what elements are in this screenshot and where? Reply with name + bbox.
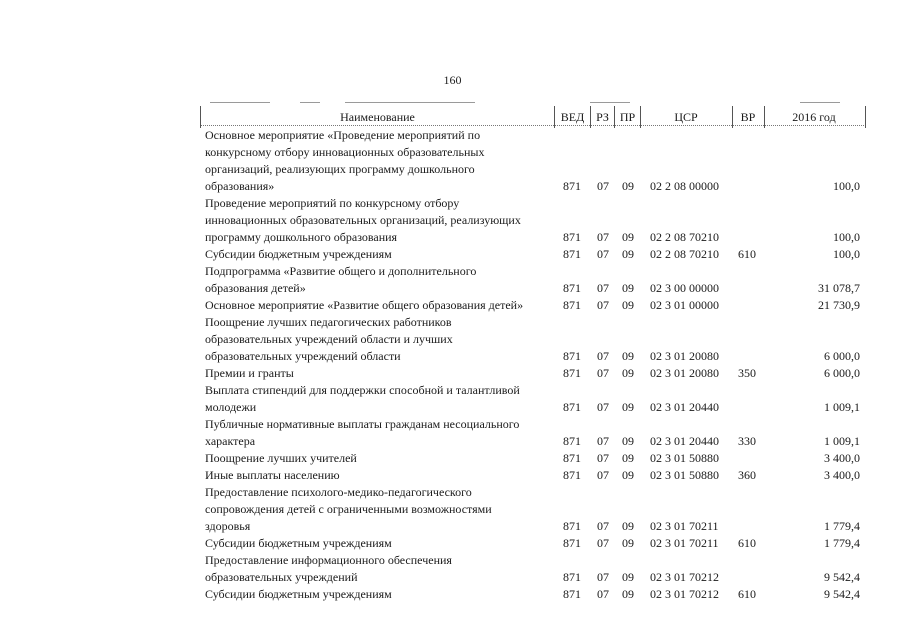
row-vr: 610	[738, 587, 756, 601]
row-csr: 02 3 01 70211	[650, 536, 719, 550]
row-ved: 871	[563, 587, 581, 601]
table-header	[200, 106, 866, 128]
row-rz: 07	[597, 519, 609, 533]
row-ved: 871	[563, 400, 581, 414]
row-rz: 07	[597, 366, 609, 380]
row-csr: 02 3 00 00000	[650, 281, 719, 295]
row-sum: 9 542,4	[824, 570, 860, 584]
row-name-line: Подпрограмма «Развитие общего и дополнительного	[205, 264, 477, 278]
row-name-line: Основное мероприятие «Развитие общего образования детей»	[205, 298, 524, 312]
row-vr: 610	[738, 536, 756, 550]
row-name-line: конкурсному отбору инновационных образовательных	[205, 145, 485, 159]
row-sum: 1 009,1	[824, 434, 860, 448]
row-rz: 07	[597, 230, 609, 244]
row-ved: 871	[563, 570, 581, 584]
row-csr: 02 2 08 70210	[650, 247, 719, 261]
row-rz: 07	[597, 468, 609, 482]
header-ved: ВЕД	[560, 110, 585, 124]
table-row	[0, 127, 905, 195]
row-pr: 09	[622, 366, 634, 380]
row-pr: 09	[622, 230, 634, 244]
header-year: 2016 год	[792, 110, 836, 124]
row-csr: 02 3 01 70211	[650, 519, 719, 533]
table-row	[0, 416, 905, 450]
row-pr: 09	[622, 451, 634, 465]
table-row	[0, 484, 905, 535]
row-pr: 09	[622, 400, 634, 414]
row-name-line: организаций, реализующих программу дошкольного	[205, 162, 475, 176]
row-name-line: здоровья	[205, 519, 251, 533]
row-name-line: Предоставление психолого-медико-педагогического	[205, 485, 472, 499]
row-ved: 871	[563, 281, 581, 295]
row-name-line: Субсидии бюджетным учреждениям	[205, 587, 392, 601]
table-row	[0, 263, 905, 297]
scan-artifact	[800, 102, 840, 103]
row-name-line: Основное мероприятие «Проведение мероприятий по	[205, 128, 481, 142]
header-rz: РЗ	[596, 110, 609, 124]
row-name-line: программу дошкольного образования	[205, 230, 398, 244]
row-pr: 09	[622, 179, 634, 193]
row-pr: 09	[622, 468, 634, 482]
row-name-line: образовательных учреждений области	[205, 349, 401, 363]
row-pr: 09	[622, 298, 634, 312]
row-rz: 07	[597, 281, 609, 295]
row-csr: 02 3 01 70212	[650, 570, 719, 584]
row-pr: 09	[622, 570, 634, 584]
row-ved: 871	[563, 247, 581, 261]
row-name-line: Публичные нормативные выплаты гражданам несоциального	[205, 417, 520, 431]
row-pr: 09	[622, 519, 634, 533]
scan-artifact	[345, 102, 475, 103]
column-divider	[865, 106, 866, 128]
row-sum: 100,0	[833, 230, 860, 244]
table-row	[0, 535, 905, 552]
row-ved: 871	[563, 519, 581, 533]
row-name-line: Поощрение лучших учителей	[205, 451, 357, 465]
row-rz: 07	[597, 400, 609, 414]
row-rz: 07	[597, 451, 609, 465]
row-name-line: Предоставление информационного обеспечения	[205, 553, 452, 567]
row-sum: 1 779,4	[824, 536, 860, 550]
row-ved: 871	[563, 230, 581, 244]
row-name-line: молодежи	[205, 400, 257, 414]
row-name-line: Выплата стипендий для поддержки способной и талантливой	[205, 383, 520, 397]
row-sum: 21 730,9	[818, 298, 860, 312]
row-pr: 09	[622, 587, 634, 601]
row-pr: 09	[622, 434, 634, 448]
table-body	[0, 127, 905, 603]
row-ved: 871	[563, 298, 581, 312]
header-pr: ПР	[619, 110, 636, 124]
table-row	[0, 586, 905, 603]
row-name-line: Субсидии бюджетным учреждениям	[205, 536, 392, 550]
row-csr: 02 3 01 00000	[650, 298, 719, 312]
table-row	[0, 552, 905, 586]
row-ved: 871	[563, 536, 581, 550]
row-csr: 02 3 01 20080	[650, 349, 719, 363]
table-row	[0, 246, 905, 263]
row-csr: 02 3 01 20440	[650, 400, 719, 414]
row-rz: 07	[597, 570, 609, 584]
row-sum: 3 400,0	[824, 468, 860, 482]
row-rz: 07	[597, 179, 609, 193]
row-name-line: образования»	[205, 179, 275, 193]
row-rz: 07	[597, 587, 609, 601]
row-pr: 09	[622, 247, 634, 261]
row-csr: 02 2 08 00000	[650, 179, 719, 193]
row-rz: 07	[597, 298, 609, 312]
row-csr: 02 3 01 50880	[650, 468, 719, 482]
row-vr: 330	[738, 434, 756, 448]
row-name-line: образовательных учреждений области и лучших	[205, 332, 453, 346]
row-ved: 871	[563, 468, 581, 482]
page-number: 160	[443, 73, 462, 87]
header-vr: ВР	[740, 110, 756, 124]
row-ved: 871	[563, 366, 581, 380]
row-sum: 3 400,0	[824, 451, 860, 465]
row-rz: 07	[597, 349, 609, 363]
row-name-line: образования детей»	[205, 281, 306, 295]
row-csr: 02 3 01 50880	[650, 451, 719, 465]
row-name-line: образовательных учреждений	[205, 570, 358, 584]
row-csr: 02 2 08 70210	[650, 230, 719, 244]
row-ved: 871	[563, 179, 581, 193]
row-name-line: Премии и гранты	[205, 366, 294, 380]
row-ved: 871	[563, 349, 581, 363]
row-name-line: Субсидии бюджетным учреждениям	[205, 247, 392, 261]
table-row	[0, 450, 905, 467]
row-pr: 09	[622, 536, 634, 550]
scan-artifact	[210, 102, 270, 103]
row-name-line: Проведение мероприятий по конкурсному отбору	[205, 196, 460, 210]
row-name-line: сопровождения детей с ограниченными возможностями	[205, 502, 492, 516]
row-sum: 9 542,4	[824, 587, 860, 601]
row-pr: 09	[622, 281, 634, 295]
row-sum: 1 779,4	[824, 519, 860, 533]
row-name-line: инновационных образовательных организаций, реализующих	[205, 213, 521, 227]
table-row	[0, 467, 905, 484]
row-vr: 360	[738, 468, 756, 482]
header-name: Наименование	[340, 110, 415, 124]
row-sum: 6 000,0	[824, 349, 860, 363]
row-rz: 07	[597, 434, 609, 448]
table-row	[0, 365, 905, 382]
row-ved: 871	[563, 451, 581, 465]
row-sum: 1 009,1	[824, 400, 860, 414]
row-csr: 02 3 01 70212	[650, 587, 719, 601]
row-name-line: Поощрение лучших педагогических работников	[205, 315, 452, 329]
row-name-line: характера	[205, 434, 256, 448]
header-csr: ЦСР	[674, 110, 698, 124]
row-rz: 07	[597, 536, 609, 550]
table-row	[0, 314, 905, 365]
row-ved: 871	[563, 434, 581, 448]
row-csr: 02 3 01 20440	[650, 434, 719, 448]
row-sum: 100,0	[833, 247, 860, 261]
row-vr: 610	[738, 247, 756, 261]
row-csr: 02 3 01 20080	[650, 366, 719, 380]
row-name-line: Иные выплаты населению	[205, 468, 340, 482]
row-rz: 07	[597, 247, 609, 261]
row-sum: 6 000,0	[824, 366, 860, 380]
scan-artifact	[300, 102, 320, 103]
table-row	[0, 382, 905, 416]
table-row	[0, 195, 905, 246]
row-pr: 09	[622, 349, 634, 363]
row-sum: 31 078,7	[818, 281, 860, 295]
row-vr: 350	[738, 366, 756, 380]
scan-artifact	[590, 102, 630, 103]
row-sum: 100,0	[833, 179, 860, 193]
table-row	[0, 297, 905, 314]
